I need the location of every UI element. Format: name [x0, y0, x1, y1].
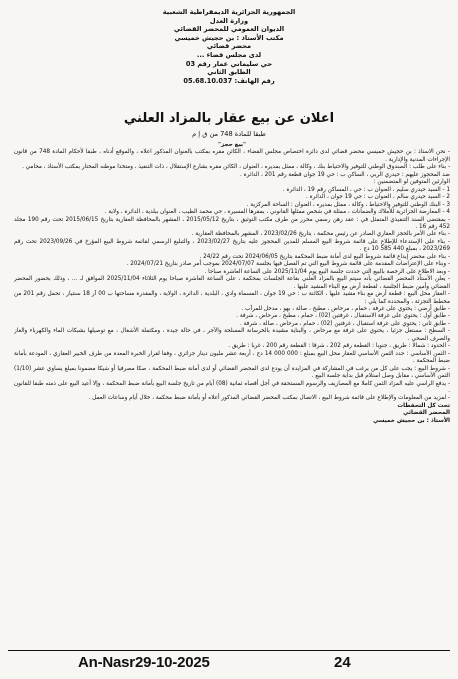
office-header — [0, 8, 458, 85]
page-number: 24 — [334, 654, 351, 671]
footer-rule — [8, 650, 450, 651]
page-footer — [0, 650, 458, 679]
body-paragraph: - بناء على الأمر بالحجز العقاري الصادر عن رئيس محكمة ، بتاريخ 2023/02/26 ، المشهر بالمحافظة العقارية . — [191, 231, 450, 238]
section-label: "بيع حجز" — [218, 142, 246, 148]
body-paragraph: 4 - المعارضة الجزائرية للأملاك والضمانات ، ممثلة في شخص ممثلها القانوني ، بمقرها المسيرة ، حي محمد الطيب ، العنوان ببلدية ، الدائرة ، ولاية . — [104, 209, 450, 216]
header-line: الجمهورية الجزائرية الديمقراطية الشعبية — [162, 8, 296, 16]
header-line: رقم الهاتف: 05.68.10.037 — [183, 76, 275, 85]
body-paragraph: 1 - السيد حيدري سليم ، العنوان ب : حي ، المساكن رقم 19 ، الدائرة . — [282, 186, 450, 193]
body-paragraph: - بمقتضى السند التنفيذي المتمثل في : عقد رهن رسمي محرر من طرف مكتب التوثيق ، بتاريخ 2015/05/12 ، المشهر بالمحافظة العقارية بتاريخ 2015/06/15 تحت رقم 190 مجلد 452 رقم 16 . — [14, 216, 450, 230]
body-paragraph: 3 - البنك الوطني للتوفير والاحتياط ، وكالة ، ممثل بمديره ، العنوان : الساحة المركزية . — [246, 201, 450, 208]
body-paragraph: - بناء على طلب : الصندوق الوطني للتوفير والاحتياط بنك ، وكالة ، ممثل بمديره ، العنوان ، الكائن مقره بشارع الإستقلال ، ذات التنفيذ ، ومتخذا موطنه المختار بمكتب الأستاذ ، محامي . — [22, 164, 450, 171]
body-paragraph: - بناء على محضر إيداع قائمة شروط البيع لدى أمانة ضبط المحكمة بتاريخ 2024/06/05 تحت رقم 24/22 . — [199, 253, 450, 260]
header-line: حي سليماني عمار رقم 03 — [185, 59, 273, 68]
header-line: الطابق الثاني — [207, 68, 251, 77]
body-paragraph: - السطح : مستغل جزئيا ، يحتوي على غرفة مع مرحاض ، والبناية مشيدة بالخرسانة المسلحة والآجر ، في حالة جيدة ، ومكتملة الأشغال ، مع توصيلها بشبكات الماء والكهرباء والغاز والصرف الصحي . — [14, 328, 450, 342]
body-paragraph: - وبناء على الإعتراضات المقدمة على قائمة شروط البيع التي تم الفصل فيها بجلسة 2024/07/07 بموجب أمر صادر بتاريخ 2024/07/21 . — [126, 261, 450, 268]
body-paragraph: - العقار محل البيع : قطعة أرض مع بناء مشيد عليها ، الكائنة ب : حي 19 جوان ، المسماة وادي ، البلدية ، الدائرة ، الولاية ، والمقدرة مساحتها ب 00 آر 18 سنتيار ، تحمل رقم 201 من مخطط التجزئة ، والمحددة كما يلي : — [14, 291, 450, 305]
body-paragraph: الوارثين المتوفين لو المتضمنين : — [373, 179, 450, 186]
body-paragraph: - طابق ثاني : يحتوي على غرفة استقبال ، غرفتين (02) ، حمام ، مرحاض ، صالة ، شرفة . — [240, 320, 450, 327]
body-paragraph: - الحدود : شمالا : طريق ، جنوبا : القطعة رقم 202 ، شرقا : القطعة رقم 200 ، غربا : طريق . — [228, 343, 450, 350]
announcement-title: اعلان عن بيع عقار بالمزاد العلني — [123, 111, 335, 126]
header-line: محضر قضائي — [206, 42, 252, 51]
body-paragraph: - طابق أرضي : يحتوي على غرفة ، حمام ، مرحاض ، مطبخ ، صالة ، بهو ، مدخل للمرآب . — [241, 305, 450, 312]
body-paragraph: - لمزيد من المعلومات والإطلاع على قائمة شروط البيع ، الاتصال بمكتب المحضر القضائي المذكور أعلاه أو بأمانة ضبط محكمة ، خلال أيام وساعات العمل . — [88, 395, 450, 402]
body-paragraph: - طابق أول : يحتوي على غرفة الاستقبال ، غرفتين (02) ، حمام ، مطبخ ، مرحاض ، شرفة . — [236, 313, 450, 320]
body-paragraph: - الثمن الأساسي : حدد الثمن الأساسي للعقار محل البيع بمبلغ : 000 000 14 دج ، أربعة عشر مليون دينار جزائري ، وفقا لقرار الخبرة المعدة من طرف الخبير العقاري ، المودعة بأمانة ضبط المحكمة . — [14, 350, 450, 365]
header-line: مكتب الأستاذ : بن حجيش خميسي — [174, 33, 284, 42]
announcement-body — [14, 142, 450, 632]
publication-date: An-Nasr29-10-2025 — [78, 654, 210, 671]
header-line: وزارة العدل — [209, 16, 249, 25]
signature-line: تحت كل التحفظات — [397, 402, 450, 409]
body-paragraph: - يعلن الأستاذ المحضر القضائي بأنه سيتم البيع بالمزاد العلني بقاعة الجلسات بمحكمة ، على الساعة العاشرة صباحا يوم الثلاثاء 2025/11/04 الموافق لـ ... ، وذلك بحضور المحضر القضائي وأمين ضبط الجلسة ، لقطعة أرض مع البناء المشيد عليها . — [14, 276, 450, 290]
header-line: لدى مجلس قضاء ... — [196, 50, 262, 59]
body-paragraph: - شروط البيع : يجب على كل من يرغب في المشاركة في المزايدة أن يودع لدى المحضر القضائي أو لدى أمانة ضبط المحكمة ، صكا مصرفيا أو شيكا مضمونا بمبلغ يساوي عشر (1/10) الثمن الأساسي ، مقابل وصل استلام قبل بداية جلسة البيع . — [14, 365, 450, 380]
body-paragraph: - بناء على الإستدعاء للإطلاع على قائمة شروط البيع المسلم للمدين المحجوز عليه بتاريخ 2023/02/27 ، والتبليغ الرسمي لقائمة شروط البيع المؤرخ في 2023/09/26 تحت رقم 2023/269 ، بمبلغ 440 585 10 دج . — [14, 238, 450, 253]
body-paragraph: - وبعد الاطلاع على الرخصة بالبيع التي حددت جلسة البيع يوم 2025/11/04 على الساعة العاشرة صباحا . — [204, 268, 450, 275]
signature-line: الأستاذ : بن حجيش خميسي — [373, 417, 450, 424]
body-paragraph: 2 - السيد حيدري سالم ، العنوان ب : حي 19 جوان ، الدائرة . — [305, 194, 450, 201]
body-paragraph: ضد المحجوز عليهم : حيدري الربي ، الساكن ب : حي 19 جوان قطعة رقم 201 ، الدائرة . — [240, 171, 450, 178]
header-line: الديوان العمومي للمحضر القضائي — [173, 25, 285, 34]
body-paragraph: - يدفع الراسي عليه المزاد الثمن كاملا مع المصاريف والرسوم المستحقة في أجل أقصاه ثمانية (08) أيام من تاريخ جلسة البيع بأمانة ضبط المحكمة ، وإلا أعيد البيع على ذمته طبقا للقانون . — [14, 380, 450, 394]
legal-reference: طبقا للمادة 748 من ق إ م — [192, 130, 266, 138]
body-paragraph: - نحن الاستاذ : بن حجيش خميسي محضر قضائي لدى دائرة اختصاص مجلس القضاء ، الكائن مقره بمكتب بالعنوان المذكور اعلاه ، والموقع أدناه ، طبقا لأحكام المادة 748 من قانون الإجراءات المدنية والإدارية . — [14, 149, 450, 163]
signature-line: المحضر القضائي — [403, 410, 450, 417]
